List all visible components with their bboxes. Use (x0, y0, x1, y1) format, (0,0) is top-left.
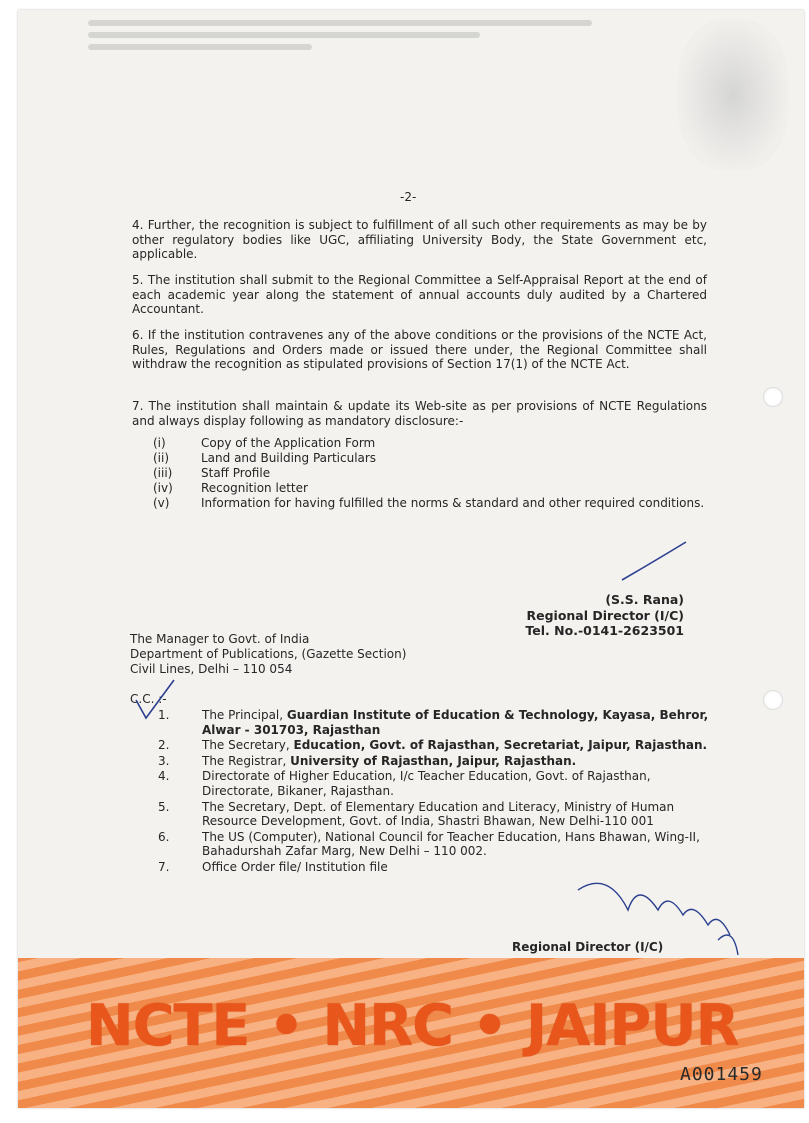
letter-page (18, 10, 804, 1108)
list-item: 3. The Registrar, University of Rajasthan, Jaipur, Rajasthan. (158, 753, 577, 768)
cc-label: C.C. :- (130, 692, 167, 706)
list-item: 2. The Secretary, Education, Govt. of Rajasthan, Secretariat, Jaipur, Rajasthan. (158, 738, 708, 753)
list-item: 1. The Principal, Guardian Institute of Education & Technology, Kayasa, Behror, Alwar - 301703, Rajasthan (158, 708, 709, 737)
initial-mark (622, 542, 686, 580)
list-item: 4. Directorate of Higher Education, I/c Teacher Education, Govt. of Rajasthan, Directorate, Bikaner, Rajasthan. (158, 769, 651, 798)
list-item: (iv) Recognition letter (153, 481, 308, 495)
list-item: 6. The US (Computer), National Council for Teacher Education, Hans Bhawan, Wing-II, Bahadurshah Zafar Marg, New Delhi – 110 002. (158, 829, 700, 859)
signatory-phone: Tel. No.-0141-2623501 (525, 623, 684, 638)
tick-mark (136, 680, 174, 718)
list-item: 7. Office Order file/ Institution file (158, 859, 388, 874)
addressee-block: The Manager to Govt. of India Department of Publications, (Gazette Section) Civil Lines, Delhi – 110 054 (130, 632, 407, 676)
list-item: 5. The Secretary, Dept. of Elementary Education and Literacy, Ministry of Human Resource Development, Govt. of India, Shastri Bhawan, New Delhi-110 001 (158, 799, 675, 829)
footer-banner (18, 958, 804, 1108)
list-item: (iii) Staff Profile (153, 466, 271, 480)
signatory-name: (S.S. Rana) (605, 592, 684, 607)
condition-5: 5. The institution shall submit to the Regional Committee a Self-Appraisal Report at the end of each academic year along the statement of annual accounts duly audited by a Chartered Accountant. (132, 273, 707, 317)
list-item: (v) Information for having fulfilled the norms & standard and other required conditions. (153, 496, 705, 510)
serial-number: A001459 (680, 1064, 763, 1085)
bottom-signatory: Regional Director (I/C) (512, 940, 664, 954)
signature-scrawl (578, 883, 738, 955)
condition-7: 7. The institution shall maintain & update its Web-site as per provisions of NCTE Regulations and always display following as mandatory disclosure:- (132, 399, 707, 428)
condition-4: 4. Further, the recognition is subject to fulfillment of all such other requirements as may be by other regulatory bodies like UGC, affiliating University Body, the State Government etc, applicable. (132, 218, 707, 262)
pen-marks (18, 10, 804, 1108)
footer-title: NCTE • NRC • JAIPUR (86, 993, 739, 1059)
condition-6: 6. If the institution contravenes any of the above conditions or the provisions of the NCTE Act, Rules, Regulations and Orders made or issued there under, the Regional Committee shall withdraw the recognition as stipulated provisions of Section 17(1) of the NCTE Act. (132, 328, 707, 372)
signatory-designation: Regional Director (I/C) (526, 607, 684, 623)
list-item: (i) Copy of the Application Form (153, 436, 376, 450)
list-item: (ii) Land and Building Particulars (153, 451, 377, 465)
page-number: -2- (400, 190, 417, 204)
